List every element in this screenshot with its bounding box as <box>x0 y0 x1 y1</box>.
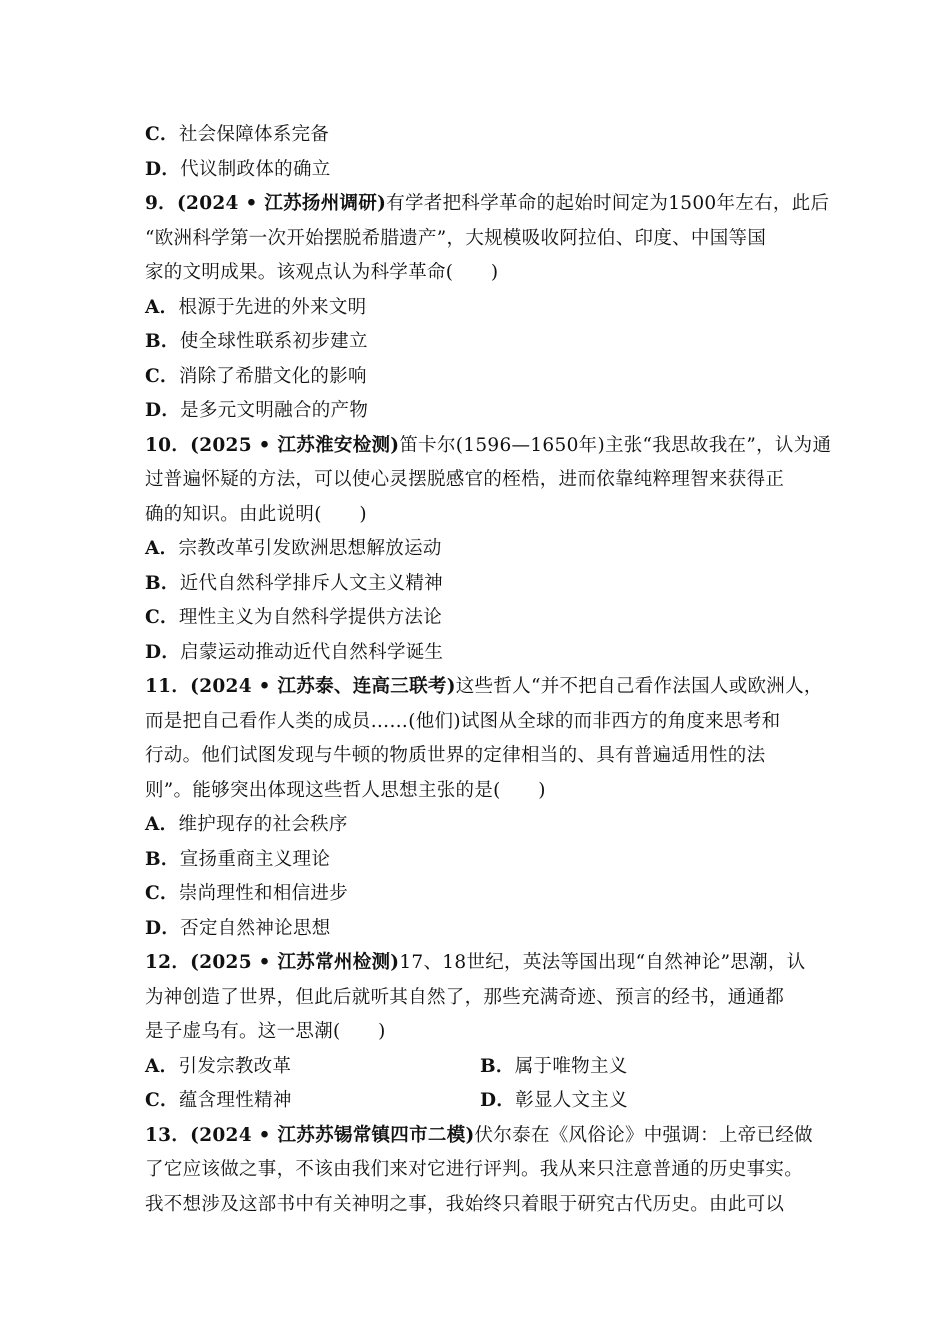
q12-options-row1 <box>145 1050 825 1085</box>
q9-stem-text: 有学者把科学革命的起始时间定为1500年左右，此后 <box>386 193 830 214</box>
option-letter: B． <box>145 848 180 870</box>
q13-stem-line2: 了它应该做之事，不该由我们来对它进行评判。我从来只注意普通的历史事实。 <box>145 1159 804 1180</box>
option-text: 是多元文明融合的产物 <box>180 400 369 421</box>
option-text: 引发宗教改革 <box>178 1055 292 1077</box>
q11-option-c <box>145 877 825 912</box>
q12-stem-line2: 为神创造了世界，但此后就听其自然了，那些充满奇迹、预言的经书，通通都 <box>145 986 785 1008</box>
option-text: 崇尚理性和相信进步 <box>178 883 349 904</box>
option-letter: A． <box>145 814 179 835</box>
option-letter: B． <box>480 1055 515 1077</box>
option-text: 代议制政体的确立 <box>180 158 331 180</box>
option-letter: A． <box>145 1055 179 1077</box>
q9-option-c <box>145 360 825 395</box>
q9-stem-line1 <box>145 187 830 222</box>
option-text: 社会保障体系完备 <box>178 124 330 145</box>
option-text: 使全球性联系初步建立 <box>179 331 368 352</box>
q11-option-b <box>145 843 825 878</box>
option-letter: D． <box>145 917 181 939</box>
q9-source: 9．(2024 • 江苏扬州调研) <box>145 193 387 214</box>
q11-stem-line4: 则”。能够突出体现这些哲人思想主张的是( ) <box>145 779 546 801</box>
option-letter: A． <box>145 538 179 559</box>
q13-source: 13．(2024 • 江苏苏锡常镇四市二模) <box>145 1124 475 1146</box>
q11-stem-line1 <box>145 670 825 705</box>
q12-option-c <box>145 1084 480 1119</box>
question-column <box>145 118 832 1222</box>
option-letter: A． <box>145 296 179 318</box>
q12-option-a <box>145 1050 480 1085</box>
q9-stem-line2: “欧洲科学第一次开始摆脱希腊遗产”，大规模吸收阿拉伯、印度、中国等国 <box>145 227 767 249</box>
option-text: 宗教改革引发欧洲思想解放运动 <box>178 538 442 559</box>
q10-stem-line1 <box>145 429 832 464</box>
option-letter: D． <box>145 158 181 180</box>
q13-stem-line3: 我不想涉及这部书中有关神明之事，我始终只着眼于研究古代历史。由此可以 <box>145 1193 785 1215</box>
q8-option-d <box>145 153 825 188</box>
option-letter: B． <box>145 331 180 352</box>
q12-stem-line1 <box>145 946 825 981</box>
option-letter: D． <box>145 641 181 663</box>
q9-option-a <box>145 291 825 326</box>
q11-option-a <box>145 808 825 843</box>
q8-option-c <box>145 118 825 153</box>
option-letter: C． <box>145 883 179 904</box>
option-text: 根源于先进的外来文明 <box>178 296 367 318</box>
option-letter: C． <box>145 124 179 145</box>
q11-source: 11．(2024 • 江苏泰、连高三联考) <box>145 676 456 697</box>
option-letter: D． <box>480 1090 516 1111</box>
q10-source: 10．(2025 • 江苏淮安检测) <box>145 434 400 456</box>
option-text: 蕴含理性精神 <box>178 1090 292 1111</box>
option-text: 彰显人文主义 <box>515 1090 628 1111</box>
option-text: 宣扬重商主义理论 <box>179 848 331 870</box>
q9-option-b <box>145 325 825 360</box>
q10-option-c <box>145 601 825 636</box>
q13-stem-text: 伏尔泰在《风俗论》中强调：上帝已经做 <box>474 1124 813 1146</box>
q9-stem-line3: 家的文明成果。该观点认为科学革命( ) <box>145 262 499 283</box>
option-letter: C． <box>145 1090 179 1111</box>
q10-stem-line2: 过普遍怀疑的方法，可以使心灵摆脱感官的桎梏，进而依靠纯粹理智来获得正 <box>145 469 785 490</box>
q12-option-b <box>480 1050 815 1085</box>
option-text: 启蒙运动推动近代自然科学诞生 <box>180 641 444 663</box>
option-text: 否定自然神论思想 <box>180 917 331 939</box>
q10-stem-text: 笛卡尔(1596—1650年)主张“我思故我在”，认为通 <box>399 434 832 456</box>
q11-stem-text: 这些哲人“并不把自己看作法国人或欧洲人， <box>455 676 823 697</box>
q12-source: 12．(2025 • 江苏常州检测) <box>145 952 400 973</box>
option-text: 理性主义为自然科学提供方法论 <box>178 607 443 628</box>
q12-option-d <box>480 1084 815 1119</box>
q10-stem-line3: 确的知识。由此说明( ) <box>145 503 367 525</box>
q11-stem-line2: 而是把自己看作人类的成员……(他们)试图从全球的而非西方的角度来思考和 <box>145 710 781 732</box>
q12-stem-line3: 是子虚乌有。这一思潮( ) <box>145 1021 386 1042</box>
option-letter: C． <box>145 365 179 387</box>
q11-option-d <box>145 912 825 947</box>
q12-stem-text: 17、18世纪，英法等国出现“自然神论”思潮，认 <box>399 952 806 973</box>
option-letter: C． <box>145 607 179 628</box>
q11-stem-line3: 行动。他们试图发现与牛顿的物质世界的定律相当的、具有普遍适用性的法 <box>145 745 766 766</box>
q12-options-row2 <box>145 1084 825 1119</box>
option-letter: B． <box>145 572 180 594</box>
q13-stem-line1 <box>145 1119 825 1154</box>
q10-option-d <box>145 636 825 671</box>
q9-option-d <box>145 394 825 429</box>
q10-option-a <box>145 532 825 567</box>
option-text: 近代自然科学排斥人文主义精神 <box>179 572 443 594</box>
option-letter: D． <box>145 400 181 421</box>
option-text: 维护现存的社会秩序 <box>178 814 348 835</box>
option-text: 消除了希腊文化的影响 <box>178 365 367 387</box>
option-text: 属于唯物主义 <box>514 1055 628 1077</box>
q10-option-b <box>145 567 825 602</box>
